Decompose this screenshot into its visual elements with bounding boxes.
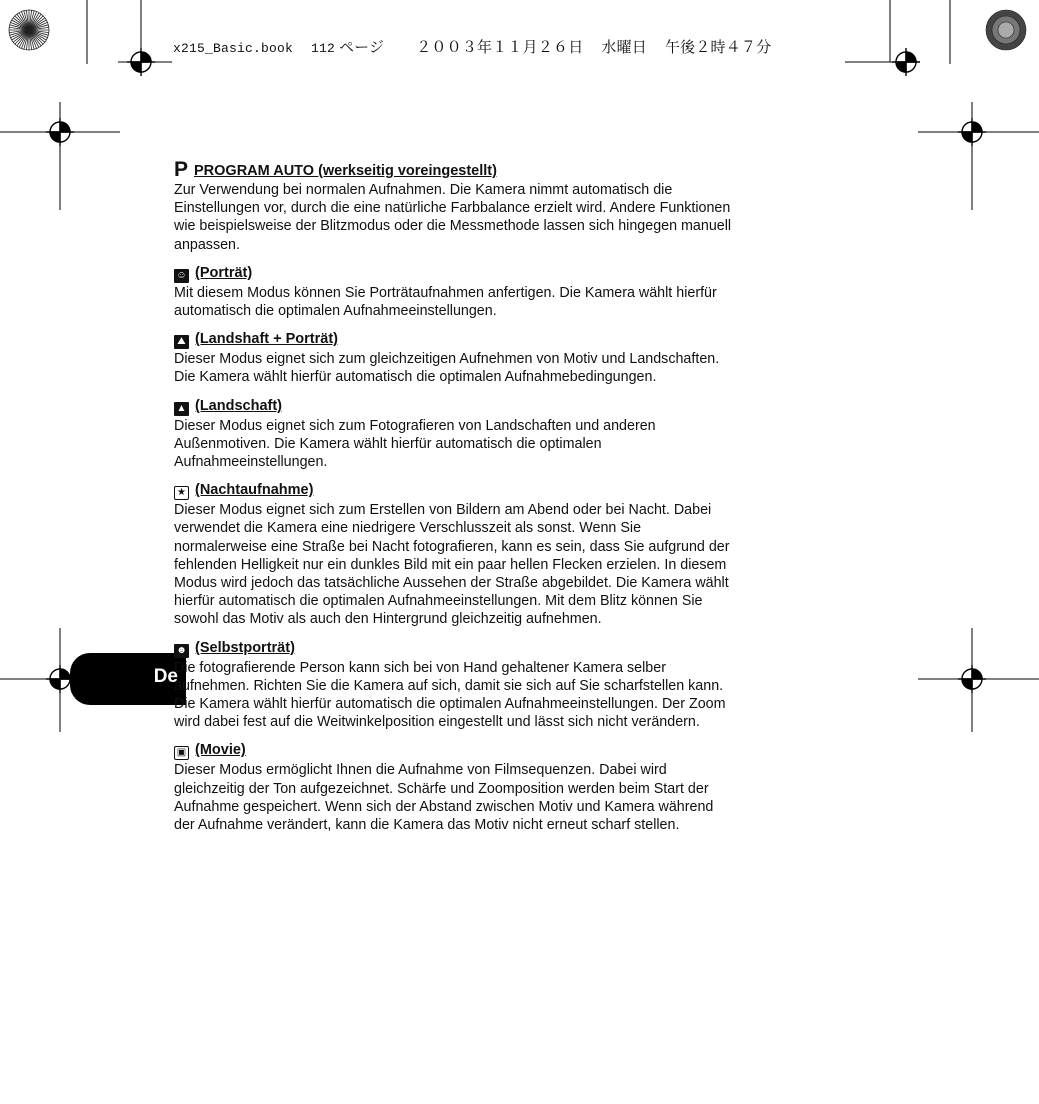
slug-date: ２００３年１１月２６日 — [416, 40, 584, 56]
slug-page-number: 112 — [310, 41, 335, 56]
section-program-auto — [174, 158, 734, 254]
landscape-icon: ▲ — [174, 402, 189, 416]
section-landscape-portrait — [174, 330, 734, 386]
slug-page-unit: ページ — [338, 40, 385, 56]
section-landscape — [174, 397, 734, 472]
language-tab-label: De — [153, 666, 178, 687]
section-text: Dieser Modus eignet sich zum gleichzeitigen Aufnehmen von Motiv und Landschaften. Die Kamera wählt hierfür automatisch die optimalen Aufnahmebedingungen. — [174, 351, 720, 386]
page-content — [174, 158, 734, 844]
section-text: Dieser Modus ermöglicht Ihnen die Aufnahme von Filmsequenzen. Dabei wird gleichzeitig der Ton aufgezeichnet. Schärfe und Zoomposition werden beim Start der Aufnahme gespeichert. Wenn sich der Abstand zwischen Motiv und Kamera während der Aufnahme verändert, kann die Kamera das Motiv nicht erneut scharf stellen. — [174, 762, 714, 834]
section-title: (Landschaft) — [195, 397, 282, 414]
slug-time: 午後２時４７分 — [664, 40, 772, 56]
night-scene-icon: ★ — [174, 486, 189, 500]
section-title: (Nachtaufnahme) — [195, 482, 314, 499]
section-heading — [174, 264, 734, 283]
section-text: Dieser Modus eignet sich zum Fotografieren von Landschaften und anderen Außenmotiven. Die Kamera wählt hierfür automatisch die optimalen Aufnahmeeinstellungen. — [174, 417, 656, 471]
section-heading — [174, 397, 734, 416]
section-text: Zur Verwendung bei normalen Aufnahmen. Die Kamera nimmt automatisch die Einstellungen vor, durch die eine natürliche Farbbalance erzielt wird. Andere Funktionen wie beispielsweise der Blitzmodus oder die Messmethode lassen sich hingegen manuell anpassen. — [174, 182, 732, 253]
print-slug-header — [173, 36, 771, 57]
section-title: PROGRAM AUTO (werkseitig voreingestellt) — [194, 163, 497, 179]
section-portrait — [174, 264, 734, 320]
language-tab — [70, 653, 186, 705]
section-text: Die fotografierende Person kann sich bei von Hand gehaltener Kamera selber aufnehmen. Richten Sie die Kamera auf sich, damit sie sich auf Sie scharfstellen kann. Die Kamera wählt hierfür automatisch die optimalen Aufnahmeeinstellungen. Der Zoom wird dabei fest auf die Weitwinkelposition eingestellt und lässt sich nicht verändern. — [174, 659, 726, 731]
section-heading — [174, 481, 734, 500]
registration-sunburst-right — [986, 10, 1026, 50]
self-portrait-icon: ☻ — [174, 644, 189, 658]
portrait-icon: ☺ — [174, 269, 189, 283]
registration-sunburst-left — [9, 10, 49, 50]
landscape-portrait-icon: ⛰ — [174, 335, 189, 349]
section-night-scene — [174, 481, 734, 628]
section-title: (Movie) — [195, 742, 246, 759]
movie-icon: ▣ — [174, 746, 189, 760]
section-movie — [174, 741, 734, 834]
section-title: (Selbstporträt) — [195, 639, 295, 656]
section-heading — [174, 158, 734, 181]
section-heading — [174, 741, 734, 760]
section-text: Mit diesem Modus können Sie Porträtaufnahmen anfertigen. Die Kamera wählt hierfür automatisch die optimalen Aufnahmeeinstellungen. — [174, 284, 717, 320]
section-title: (Landshaft + Porträt) — [195, 331, 338, 348]
section-text: Dieser Modus eignet sich zum Erstellen von Bildern am Abend oder bei Nacht. Dabei verwendet die Kamera eine niedrigere Verschlusszeit als sonst. Wenn Sie normalerweise eine Straße bei Nacht fotografieren, kann es sein, dass Sie aufgrund der fehlenden Helligkeit nur ein dunkles Bild mit ein paar hellen Flecken erzielen. In diesem Modus wird jedoch das tatsächliche Aussehen der Straße abgebildet. Die Kamera wählt hierfür automatisch die optimalen Aufnahmeeinstellungen. Mit dem Blitz können Sie sowohl das Motiv als auch den Hintergrund gleichzeitig aufnehmen. — [174, 502, 730, 628]
section-heading — [174, 639, 734, 658]
section-title: (Porträt) — [195, 264, 253, 281]
slug-filename: x215_Basic.book — [173, 41, 294, 56]
section-self-portrait — [174, 639, 734, 732]
slug-weekday: 水曜日 — [601, 40, 647, 56]
program-auto-letter: P — [174, 158, 189, 181]
section-heading — [174, 330, 734, 349]
